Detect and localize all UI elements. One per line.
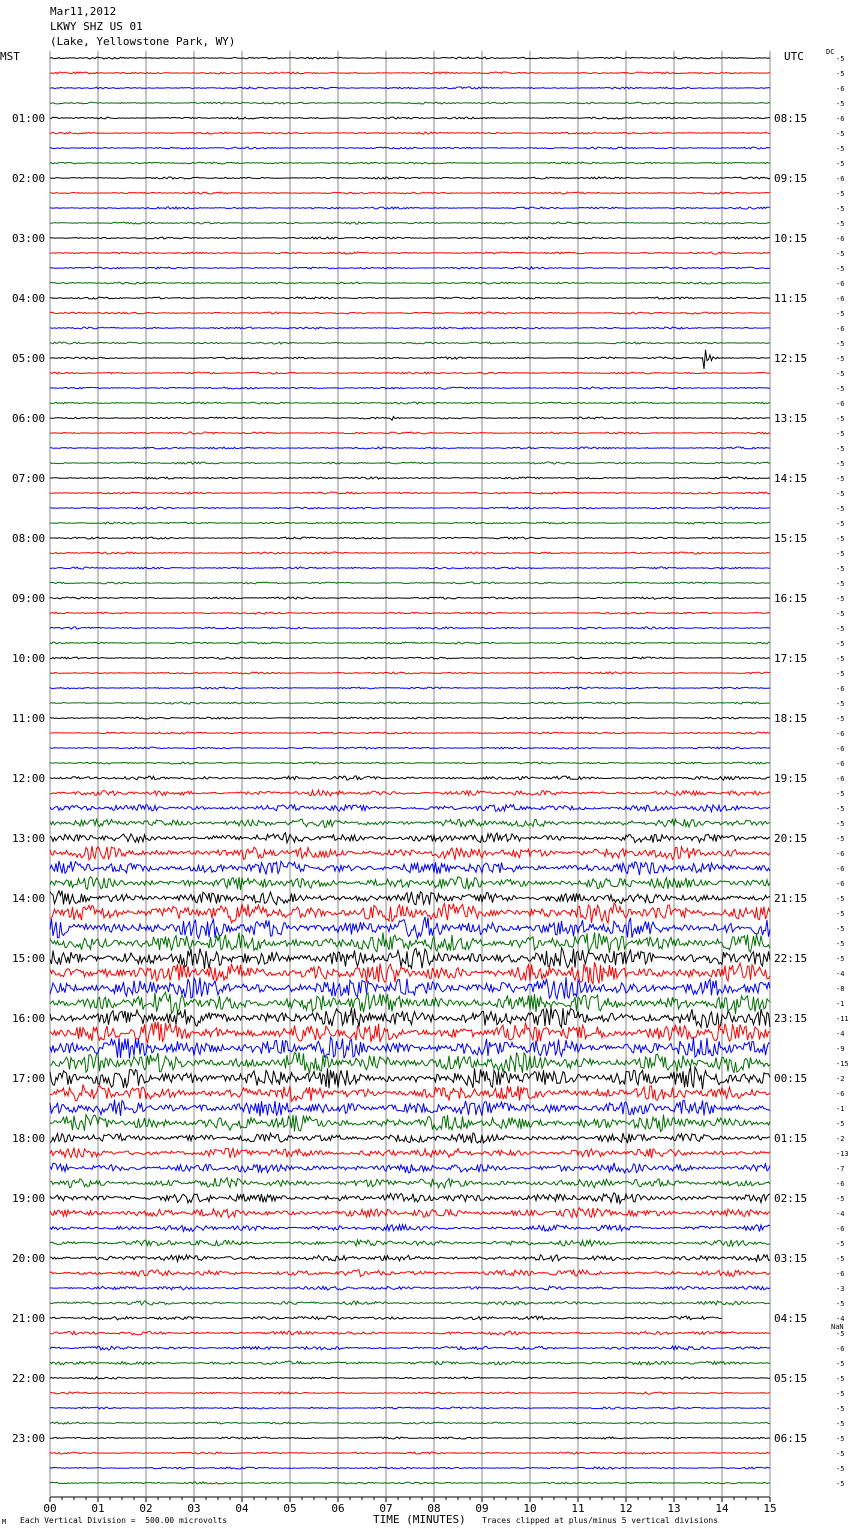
seismic-trace (50, 327, 770, 329)
x-tick-label: 06 (331, 1502, 345, 1515)
seismic-trace (50, 117, 770, 119)
x-tick-label: 02 (139, 1502, 153, 1515)
dc-offset-label: -6 (836, 1180, 845, 1188)
seismic-trace (50, 1482, 770, 1484)
seismic-trace (50, 992, 770, 1014)
dc-offset-label: -6 (836, 1090, 845, 1098)
x-tick-label: 07 (379, 1502, 393, 1515)
seismic-trace (50, 1377, 770, 1379)
right-hour-label: 08:15 (774, 112, 808, 125)
seismic-trace (50, 977, 770, 999)
scale-note: Each Vertical Division = 500.00 microvolts (20, 1516, 228, 1525)
dc-offset-label: -5 (836, 70, 845, 78)
seismic-trace (50, 282, 770, 284)
right-hour-label: 12:15 (774, 352, 808, 365)
seismic-trace (50, 1286, 770, 1290)
dc-offset-label: -5 (836, 1405, 845, 1413)
seismic-trace (50, 192, 770, 194)
seismic-trace (50, 1467, 770, 1469)
right-hour-label: 00:15 (774, 1072, 808, 1085)
left-hour-label: 14:00 (12, 892, 46, 905)
left-hour-label: 13:00 (12, 832, 46, 845)
dc-offset-label: -5 (836, 595, 845, 603)
seismic-trace (50, 790, 770, 796)
x-tick-label: 01 (91, 1502, 105, 1515)
dc-offset-label: -5 (836, 640, 845, 648)
left-hour-label: 18:00 (12, 1132, 46, 1145)
seismic-trace (50, 932, 770, 952)
dc-offset-label: -5 (836, 1375, 845, 1383)
dc-offset-label: -3 (836, 1285, 845, 1293)
dc-offset-label: -7 (836, 1165, 845, 1173)
dc-label: DC (826, 48, 835, 56)
seismic-trace (50, 267, 770, 269)
dc-offset-label: -5 (836, 655, 845, 663)
dc-offset-label: -6 (836, 295, 845, 303)
seismic-trace (50, 846, 770, 860)
x-tick-label: 00 (43, 1502, 57, 1515)
dc-offset-label: -5 (836, 475, 845, 483)
left-hour-label: 15:00 (12, 952, 46, 965)
dc-offset-label: -6 (836, 865, 845, 873)
seismic-trace (50, 147, 770, 149)
dc-offset-label: -5 (836, 565, 845, 573)
header-location: (Lake, Yellowstone Park, WY) (50, 35, 236, 48)
header-date: Mar11,2012 (50, 5, 117, 18)
dc-offset-label: -5 (836, 1435, 845, 1443)
dc-offset-label: -5 (836, 1330, 845, 1338)
dc-offset-label: -5 (836, 895, 845, 903)
seismic-trace (50, 416, 770, 420)
seismic-trace (50, 612, 770, 614)
dc-offset-label: -5 (836, 130, 845, 138)
seismic-trace (50, 1193, 770, 1204)
dc-offset-label: -5 (836, 145, 845, 153)
dc-offset-label: -11 (836, 1015, 849, 1023)
seismic-trace (50, 642, 770, 644)
dc-offset-label: -5 (836, 1465, 845, 1473)
dc-offset-label: -5 (836, 835, 845, 843)
dc-offset-label: -5 (836, 505, 845, 513)
dc-offset-label: -6 (836, 730, 845, 738)
right-hour-label: 11:15 (774, 292, 808, 305)
seismic-trace (50, 1361, 770, 1365)
seismic-trace (50, 447, 770, 449)
seismic-trace (50, 1346, 770, 1350)
seismic-trace (50, 1422, 770, 1424)
right-hour-label: 16:15 (774, 592, 808, 605)
dc-offset-label: -2 (836, 1135, 845, 1143)
left-hour-label: 23:00 (12, 1432, 46, 1445)
dc-offset-label: -5 (836, 1120, 845, 1128)
dc-offset-label: -5 (836, 445, 845, 453)
seismic-trace (50, 350, 770, 369)
seismic-trace (50, 342, 770, 344)
seismic-trace (50, 877, 770, 890)
dc-offset-label: -5 (836, 670, 845, 678)
seismic-trace (50, 507, 770, 509)
seismic-trace (50, 72, 770, 74)
seismic-trace (50, 861, 770, 875)
seismic-trace (50, 252, 770, 254)
seismic-trace (50, 297, 770, 299)
right-hour-label: 18:15 (774, 712, 808, 725)
dc-offset-label: -6 (836, 400, 845, 408)
right-hour-label: 10:15 (774, 232, 808, 245)
dc-offset-label: -13 (836, 1150, 849, 1158)
seismic-trace (50, 1225, 770, 1232)
seismic-trace (50, 717, 770, 719)
dc-offset-label: -5 (836, 520, 845, 528)
right-hour-label: 14:15 (774, 472, 808, 485)
seismic-trace (50, 402, 770, 404)
dc-offset-label: -5 (836, 925, 845, 933)
dc-offset-label: -5 (836, 1240, 845, 1248)
right-hour-label: 03:15 (774, 1252, 808, 1265)
dc-offset-label: -5 (836, 1450, 845, 1458)
dc-offset-label: -6 (836, 775, 845, 783)
dc-offset-label: -6 (836, 685, 845, 693)
dc-offset-label: -5 (836, 820, 845, 828)
seismic-trace (50, 1067, 770, 1089)
dc-offset-label: -5 (836, 1420, 845, 1428)
seismic-trace (50, 1085, 770, 1102)
seismic-trace (50, 1407, 770, 1409)
seismic-trace (50, 819, 770, 827)
dc-offset-label: -6 (836, 235, 845, 243)
clip-note: Traces clipped at plus/minus 5 vertical divisions (482, 1516, 719, 1525)
left-hour-label: 11:00 (12, 712, 46, 725)
left-hour-label: 07:00 (12, 472, 46, 485)
seismic-trace (50, 222, 770, 224)
dc-offset-label: -15 (836, 1060, 849, 1068)
seismic-trace (50, 582, 770, 584)
seismic-trace (50, 1240, 770, 1246)
seismic-trace (50, 177, 770, 179)
dc-offset-label: -5 (836, 1480, 845, 1488)
left-hour-label: 20:00 (12, 1252, 46, 1265)
seismic-trace (50, 492, 770, 494)
left-hour-label: 09:00 (12, 592, 46, 605)
seismic-trace (50, 1208, 770, 1218)
dc-offset-label: -5 (836, 1360, 845, 1368)
dc-offset-label: -5 (836, 370, 845, 378)
left-hour-label: 04:00 (12, 292, 46, 305)
x-tick-label: 03 (187, 1502, 201, 1515)
dc-offset-label: -5 (836, 55, 845, 63)
left-hour-label: 10:00 (12, 652, 46, 665)
seismic-trace (50, 552, 770, 554)
x-tick-label: 08 (427, 1502, 441, 1515)
seismic-trace (50, 1163, 770, 1173)
dc-offset-label: -5 (836, 265, 845, 273)
header-station: LKWY SHZ US 01 (50, 20, 143, 33)
dc-offset-label: -5 (836, 940, 845, 948)
x-tick-label: 14 (715, 1502, 729, 1515)
dc-offset-label: -5 (836, 910, 845, 918)
seismic-trace (50, 1115, 770, 1132)
dc-offset-label: -5 (836, 955, 845, 963)
dc-offset-label: -1 (836, 1105, 845, 1113)
x-tick-label: 10 (523, 1502, 537, 1515)
seismic-trace (50, 1052, 770, 1073)
seismic-trace (50, 903, 770, 923)
left-hour-label: 16:00 (12, 1012, 46, 1025)
seismic-trace (50, 1100, 770, 1117)
seismic-trace (50, 1148, 770, 1158)
dc-offset-label: -6 (836, 745, 845, 753)
left-hour-label: 21:00 (12, 1312, 46, 1325)
dc-offset-label: -5 (836, 415, 845, 423)
seismic-trace (50, 1301, 770, 1305)
right-hour-label: 05:15 (774, 1372, 808, 1385)
seismic-trace (50, 657, 770, 659)
left-timezone-label: MST (0, 50, 20, 63)
dc-offset-label: -5 (836, 580, 845, 588)
dc-offset-label: -5 (836, 160, 845, 168)
dc-offset-label: -6 (836, 115, 845, 123)
right-hour-label: 13:15 (774, 412, 808, 425)
dc-offset-label: -2 (836, 1075, 845, 1083)
dc-offset-label: -5 (836, 1390, 845, 1398)
seismic-trace (50, 627, 770, 629)
left-hour-label: 22:00 (12, 1372, 46, 1385)
right-hour-label: 06:15 (774, 1432, 808, 1445)
dc-offset-label: -4 (836, 1030, 845, 1038)
seismic-trace (50, 762, 770, 764)
dc-offset-label: -5 (836, 1300, 845, 1308)
seismic-trace (50, 237, 770, 239)
seismic-trace (50, 162, 770, 164)
seismic-trace (50, 567, 770, 569)
seismic-trace (50, 672, 770, 674)
dc-offset-label: -5 (836, 625, 845, 633)
left-hour-label: 05:00 (12, 352, 46, 365)
dc-offset-label: -6 (836, 280, 845, 288)
seismic-trace (50, 87, 770, 89)
dc-offset-label: -5 (836, 535, 845, 543)
x-tick-label: 13 (667, 1502, 681, 1515)
x-tick-label: 09 (475, 1502, 489, 1515)
dc-offset-label: -5 (836, 205, 845, 213)
seismic-trace (50, 57, 770, 59)
seismic-trace (50, 1392, 770, 1394)
left-hour-label: 17:00 (12, 1072, 46, 1085)
seismic-trace (50, 312, 770, 314)
right-hour-label: 09:15 (774, 172, 808, 185)
right-hour-label: 20:15 (774, 832, 808, 845)
right-hour-label: 23:15 (774, 1012, 808, 1025)
x-tick-label: 12 (619, 1502, 633, 1515)
dc-offset-label: -5 (836, 310, 845, 318)
dc-offset-label: -6 (836, 325, 845, 333)
dc-offset-label: -5 (836, 100, 845, 108)
dc-offset-label: -4 (836, 1315, 845, 1323)
dc-offset-label: -5 (836, 355, 845, 363)
dc-offset-label: -5 (836, 610, 845, 618)
left-hour-label: 06:00 (12, 412, 46, 425)
left-hour-label: 19:00 (12, 1192, 46, 1205)
dc-offset-label: -5 (836, 190, 845, 198)
dc-offset-label: -5 (836, 430, 845, 438)
left-hour-label: 08:00 (12, 532, 46, 545)
seismic-trace (50, 833, 770, 843)
seismic-trace (50, 1331, 770, 1335)
dc-offset-label: -6 (836, 1345, 845, 1353)
right-hour-label: 21:15 (774, 892, 808, 905)
seismic-trace (50, 597, 770, 599)
dc-offset-label: -4 (836, 970, 845, 978)
right-hour-label: 22:15 (774, 952, 808, 965)
dc-offset-label: -5 (836, 550, 845, 558)
seismic-trace (50, 805, 770, 812)
seismic-trace (50, 891, 770, 905)
seismic-trace (50, 687, 770, 689)
x-tick-label: 11 (571, 1502, 585, 1515)
left-hour-label: 02:00 (12, 172, 46, 185)
seismic-trace (50, 207, 770, 209)
dc-offset-label: -8 (836, 985, 845, 993)
dc-offset-label: -5 (836, 805, 845, 813)
dc-offset-label: -4 (836, 1210, 845, 1218)
seismic-trace (50, 387, 770, 389)
seismic-trace (50, 1178, 770, 1188)
dc-offset-label: -5 (836, 460, 845, 468)
seismic-trace (50, 132, 770, 134)
seismic-trace (50, 477, 770, 479)
dc-offset-label: -5 (836, 1255, 845, 1263)
seismic-trace (50, 1437, 770, 1439)
seismic-trace (50, 702, 770, 704)
seismic-trace (50, 537, 770, 539)
seismic-trace (50, 776, 770, 780)
dc-offset-label: -6 (836, 850, 845, 858)
dc-offset-label: -5 (836, 220, 845, 228)
right-hour-label: 02:15 (774, 1192, 808, 1205)
right-timezone-label: UTC (784, 50, 804, 63)
dc-offset-label: -1 (836, 1000, 845, 1008)
dc-offset-label: -6 (836, 85, 845, 93)
dc-offset-label: -5 (836, 340, 845, 348)
dc-offset-label: -5 (836, 790, 845, 798)
dc-offset-label: -6 (836, 175, 845, 183)
seismic-trace (50, 432, 770, 434)
seismic-trace (50, 462, 770, 464)
left-hour-label: 01:00 (12, 112, 46, 125)
right-hour-label: 17:15 (774, 652, 808, 665)
x-tick-label: 05 (283, 1502, 297, 1515)
seismic-trace (50, 1452, 770, 1454)
dc-offset-label: -6 (836, 1225, 845, 1233)
seismic-trace (50, 732, 770, 734)
seismic-trace (50, 1022, 770, 1043)
seismic-trace (50, 1270, 770, 1277)
corner-mark: M (2, 1518, 7, 1526)
dc-offset-label: -5 (836, 715, 845, 723)
dc-offset-label: -5 (836, 1195, 845, 1203)
right-hour-label: 15:15 (774, 532, 808, 545)
seismic-trace (50, 948, 770, 969)
dc-offset-label: -6 (836, 760, 845, 768)
dc-offset-label: -5 (836, 250, 845, 258)
x-tick-label: 04 (235, 1502, 249, 1515)
left-hour-label: 12:00 (12, 772, 46, 785)
dc-offset-label: -9 (836, 1045, 845, 1053)
seismic-trace (50, 1133, 770, 1143)
left-hour-label: 03:00 (12, 232, 46, 245)
dc-offset-label: -5 (836, 700, 845, 708)
seismic-trace (50, 1254, 770, 1261)
seismic-trace (50, 372, 770, 374)
dc-offset-label: -5 (836, 490, 845, 498)
seismic-trace (50, 917, 770, 939)
seismic-trace (50, 747, 770, 749)
nan-label: NaN (831, 1323, 844, 1331)
right-hour-label: 19:15 (774, 772, 808, 785)
x-axis-label: TIME (MINUTES) (373, 1513, 466, 1526)
seismic-trace (50, 102, 770, 104)
dc-offset-label: -6 (836, 1270, 845, 1278)
right-hour-label: 01:15 (774, 1132, 808, 1145)
seismic-trace (50, 522, 770, 524)
x-tick-label: 15 (763, 1502, 777, 1515)
dc-offset-label: -5 (836, 385, 845, 393)
right-hour-label: 04:15 (774, 1312, 808, 1325)
dc-offset-label: -6 (836, 880, 845, 888)
